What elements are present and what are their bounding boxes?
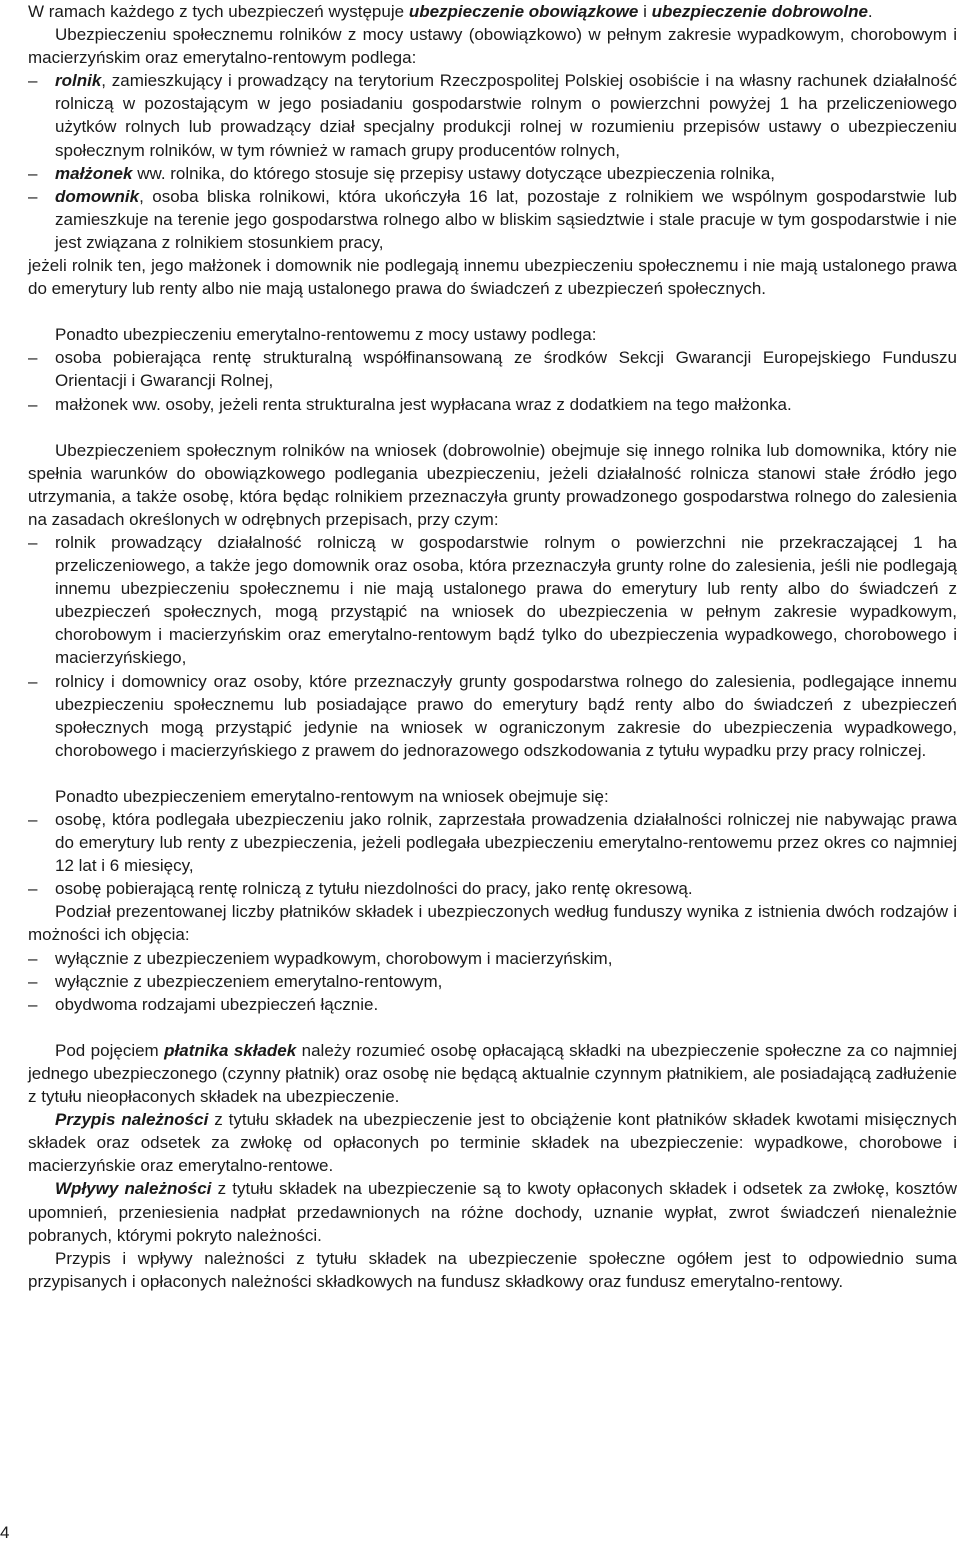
paragraph-division: Podział prezentowanej liczby płatników składek i ubezpieczonych według funduszy wynika z istnienia dwóch rodzajów i możności ich objęcia: — [28, 902, 957, 945]
dash-bullet: – — [28, 948, 38, 968]
list-item — [28, 185, 957, 254]
text: i — [638, 2, 652, 21]
list-text: osobę pobierającą rentę rolniczą z tytułu niezdolności do pracy, jako rentę okresową. — [55, 879, 693, 899]
list-text: rolnik prowadzący działalność rolniczą w gospodarstwie rolnym o powierzchni nie przekraczającej 1 ha przeliczeniowego, a także jego domownik oraz osoba, która przeznaczyła grunty rolne do zalesienia, jeśli nie podlegają innemu ubezpieczeniu społecznemu i nie mają ustalonego prawa do emerytury lub renty albo do świadczeń z ubezpieczeń społecznych, mogą przystąpić na wniosek do ubezpieczenia w pełnym zakresie wypadkowym, chorobowym i macierzyńskim oraz emerytalno-rentowym bądź tylko do ubezpieczenia wypadkowego, chorobowego i macierzyńskiego, — [55, 532, 957, 668]
list-item — [28, 531, 957, 670]
paragraph-mandatory: Ubezpieczeniu społecznemu rolników z mocy ustawy (obowiązkowo) w pełnym zakresie wypadkowym, chorobowym i macierzyńskim oraz emerytalno-rentowym podlega: — [28, 25, 957, 68]
emphasis: ubezpieczenie obowiązkowe — [408, 2, 639, 21]
list-text: wyłącznie z ubezpieczeniem wypadkowym, chorobowym i macierzyńskim, — [55, 948, 613, 968]
dash-bullet: – — [28, 994, 38, 1014]
emphasis: ubezpieczenie dobrowolne — [651, 2, 868, 21]
dash-bullet: – — [28, 971, 38, 991]
paragraph-charge — [28, 1108, 957, 1177]
paragraph-payer — [28, 1039, 957, 1108]
term: Wpływy należności — [55, 1179, 212, 1199]
definition: ww. rolnika, do którego stosuje się przepisy ustawy dotyczące ubezpieczenia rolnika, — [132, 163, 776, 183]
text: należy rozumieć osobę opłacającą składki na ubezpieczenie społeczne za co najmniej jednego ubezpieczonego (czynny płatnik) oraz osobę nie będącą aktualnie czynnym płatnikiem, ale posiadającą zadłużenie z tytułu nieopłaconych składek na ubezpieczenie. — [28, 1040, 958, 1107]
term: rolnik — [55, 71, 102, 91]
dash-bullet: – — [28, 71, 38, 91]
definition: , zamieszkujący i prowadzący na terytorium Rzeczpospolitej Polskiej osobiście i na własny rachunek działalność rolniczą w pozostającym w jego posiadaniu gospodarstwie rolnym o powierzchni powyżej 1 ha przeliczeniowego użytków rolnych lub prowadzący dział specjalny produkcji rolnej w rozumieniu przepisów ustawy o ubezpieczeniu społecznym rolników, w tym również w ramach grupy producentów rolnych, — [55, 71, 957, 160]
text: Pod pojęciem — [55, 1040, 165, 1060]
dash-bullet: – — [28, 348, 38, 368]
dash-bullet: – — [28, 186, 38, 206]
dash-bullet: – — [28, 810, 38, 829]
paragraph-summary: Przypis i wpływy należności z tytułu składek na ubezpieczenie społeczne ogółem jest to odpowiednio suma przypisanych i opłaconych należności składkowych na fundusz składkowy oraz fundusz emerytalno-rentowy. — [28, 1248, 957, 1291]
list-text: osobę, która podlegała ubezpieczeniu jako rolnik, zaprzestała prowadzenia działalności rolniczej nie nabywając prawa do emerytury lub renty z ubezpieczenia, jeżeli podlegała ubezpieczeniu emerytalno-rentowemu przez okres co najmniej 12 lat i 6 miesięcy, — [55, 810, 957, 876]
document-page — [28, 0, 957, 1293]
list-item — [28, 877, 957, 900]
dash-bullet: – — [28, 879, 38, 899]
list-text: małżonek ww. osoby, jeżeli renta strukturalna jest wypłacana wraz z dodatkiem na tego małżonka. — [55, 394, 792, 414]
text: z tytułu składek na ubezpieczenie są to kwoty opłaconych składek i odsetek za zwłokę, kosztów upomnień, przeniesienia nadpłat przedawnionych na różne dochody, uznanie wypłat, zwrot świadczeń nienależnie pobranych, którymi pokryto należności. — [28, 1179, 957, 1245]
term: Przypis należności — [55, 1110, 209, 1130]
dash-bullet: – — [28, 163, 38, 183]
paragraph-condition: jeżeli rolnik ten, jego małżonek i domownik nie podlegają innemu ubezpieczeniu społecznemu i nie mają ustalonego prawa do emerytury lub renty albo nie mają ustalonego prawa do świadczeń z ubezpieczeń społecznych. — [28, 256, 957, 299]
paragraph-intro — [28, 0, 957, 23]
paragraph-pension: Ponadto ubezpieczeniu emerytalno-rentowemu z mocy ustawy podlega: — [55, 325, 597, 345]
list-item — [28, 69, 957, 161]
dash-bullet: – — [28, 532, 38, 552]
list-item — [28, 162, 957, 185]
text: . — [867, 2, 873, 21]
list-text: obydwoma rodzajami ubezpieczeń łącznie. — [55, 994, 379, 1014]
definition: , osoba bliska rolnikowi, która ukończyła 16 lat, pozostaje z rolnikiem we wspólnym gospodarstwie lub zamieszkuje na terenie jego gospodarstwa rolnego albo w bliskim sąsiedztwie i stale pracuje w tym gospodarstwie i nie jest związana z rolnikiem stosunkiem pracy, — [55, 186, 957, 252]
page-number: 4 — [0, 1523, 10, 1542]
list-item — [28, 808, 957, 877]
paragraph-receipts — [28, 1177, 957, 1246]
paragraph-pension-voluntary: Ponadto ubezpieczeniem emerytalno-rentowym na wniosek obejmuje się: — [55, 786, 609, 806]
term: domownik — [55, 186, 140, 206]
paragraph-voluntary: Ubezpieczeniem społecznym rolników na wniosek (dobrowolnie) obejmuje się innego rolnika lub domownika, który nie spełnia warunków do obowiązkowego podlegania ubezpieczeniu, jeżeli działalność rolnicza stanowi stałe źródło jego utrzymania, a także osobę, która będąc rolnikiem przeznaczyła grunty prowadzonego gospodarstwa rolnego do zalesienia na zasadach określonych w odrębnych przepisach, przy czym: — [28, 440, 957, 529]
list-item — [28, 670, 957, 762]
list-item — [28, 947, 957, 970]
list-item — [28, 346, 957, 392]
list-item — [28, 993, 957, 1016]
list-text: osoba pobierająca rentę strukturalną współfinansowaną ze środków Sekcji Gwarancji Europejskiego Funduszu Orientacji i Gwarancji Rolnej, — [55, 348, 957, 391]
term: płatnika składek — [164, 1040, 297, 1060]
list-item — [28, 393, 957, 416]
dash-bullet: – — [28, 394, 38, 414]
list-item — [28, 970, 957, 993]
list-text: rolnicy i domownicy oraz osoby, które przeznaczyły grunty gospodarstwa rolnego do zalesienia, podlegające innemu ubezpieczeniu społecznemu lub posiadające prawo do emerytury bądź renty albo do świadczeń z ubezpieczeń społecznych mogą przystąpić jedynie na wniosek w ograniczonym zakresie do ubezpieczenia wypadkowego, chorobowego i macierzyńskiego z prawem do jednorazowego odszkodowania z tytułu wypadku przy pracy rolniczej. — [55, 671, 957, 760]
list-text: wyłącznie z ubezpieczeniem emerytalno-rentowym, — [55, 971, 443, 991]
text: W ramach każdego z tych ubezpieczeń występuje — [28, 2, 409, 21]
dash-bullet: – — [28, 671, 38, 691]
text: z tytułu składek na ubezpieczenie jest to obciążenie kont płatników składek kwotami misięcznych składek oraz odsetek za zwłokę od opłaconych po terminie składek na ubezpieczenie: wypadkowe, chorobowe i macierzyńskie oraz emerytalno-rentowe. — [28, 1110, 957, 1176]
term: małżonek — [55, 163, 133, 183]
